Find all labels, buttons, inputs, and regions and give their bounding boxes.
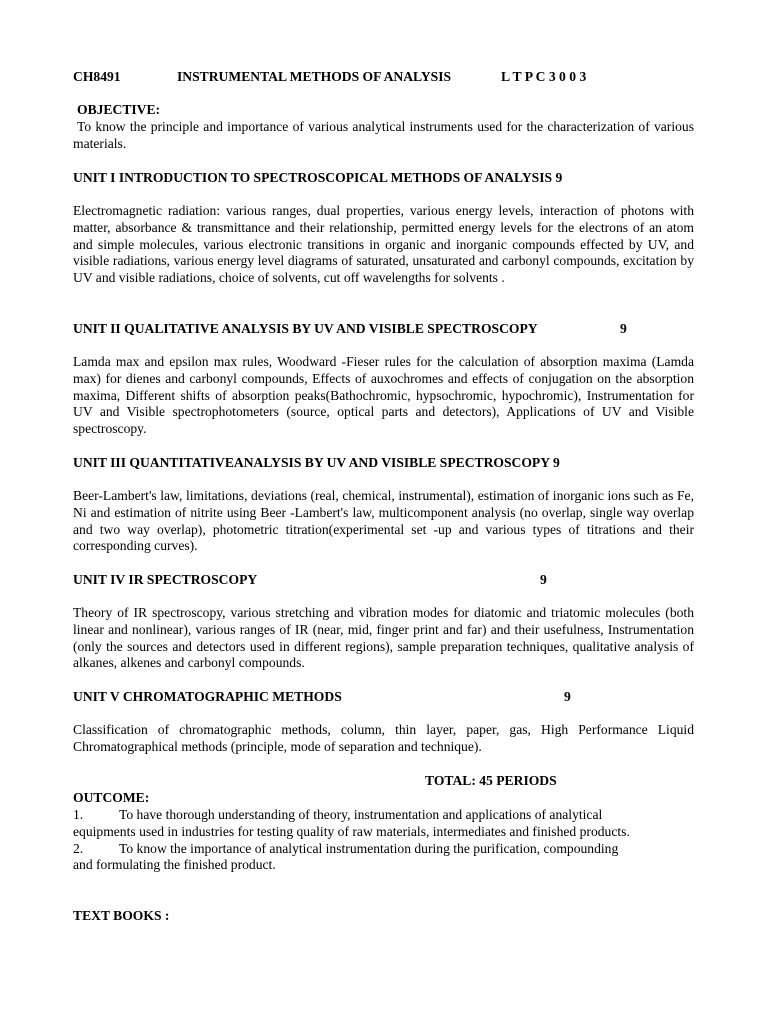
unit-5-hours: 9 [564,689,571,704]
outcome-heading: OUTCOME: [73,790,150,805]
course-code: CH8491 [73,69,121,84]
outcome-item-2 [73,841,694,875]
course-ltpc: L T P C 3 0 0 3 [501,69,587,84]
unit-5-body: Classification of chromatographic methods, column, thin layer, paper, gas, High Performance Liquid Chromatographical methods (principle, mode of separation and technique). [73,722,694,754]
outcome-item-1-rest: equipments used in industries for testing quality of raw materials, intermediates and finished products. [73,823,630,839]
unit-3-body: Beer-Lambert's law, limitations, deviations (real, chemical, instrumental), estimation of inorganic ions such as Fe, Ni and estimation of nitrite using Beer -Lambert's law, multicomponent analysis (no overlap, single way overlap and two way overlap), photometric titration(experimental set -up and various types of titrations and their corresponding curves). [73,488,694,554]
unit-4-body: Theory of IR spectroscopy, various stretching and vibration modes for diatomic and triatomic molecules (both linear and nonlinear), various ranges of IR (near, mid, finger print and far) and their usefulness, Instrumentation (only the sources and detectors used in different regions), sample preparation techniques, qualitative analysis of alkanes, alkenes and carbonyl compounds. [73,605,694,671]
course-title: INSTRUMENTAL METHODS OF ANALYSIS [177,69,452,84]
unit-3-heading [73,455,694,472]
unit-5-heading [73,689,694,706]
outcome-item-1-number: 1. [73,807,84,822]
unit-5-title: UNIT V CHROMATOGRAPHIC METHODS [73,689,342,704]
unit-4-hours: 9 [540,572,547,587]
unit-2-title: UNIT II QUALITATIVE ANALYSIS BY UV AND VISIBLE SPECTROSCOPY [73,321,538,336]
unit-2-hours: 9 [620,321,627,336]
outcome-item-2-number: 2. [73,840,84,856]
outcome-item-2-rest: and formulating the finished product. [73,857,276,873]
unit-3-hours: 9 [552,455,560,470]
unit-3-title: UNIT III QUANTITATIVEANALYSIS BY UV AND VISIBLE SPECTROSCOPY [73,455,550,470]
unit-2-body: Lamda max and epsilon max rules, Woodward -Fieser rules for the calculation of absorption maxima (Lamda max) for dienes and carbonyl compounds, Effects of auxochromes and effects of conjugation on the absorption maxima, Different shifts of absorption peaks(Bathochromic, hypsochromic, hypochromic), Instrumentation for UV and Visible spectrophotometers (source, optical parts and detectors), Applications of UV and Visible spectroscopy. [73,354,694,437]
outcome-item-2-lead: To know the importance of analytical instrumentation during the purification, compounding [119,840,619,856]
unit-1-title: UNIT I INTRODUCTION TO SPECTROSCOPICAL METHODS OF ANALYSIS [73,170,553,185]
unit-4-title: UNIT IV IR SPECTROSCOPY [73,572,258,587]
objective-text: To know the principle and importance of various analytical instruments used for the characterization of various materials. [73,119,694,151]
outcome-list [73,807,694,874]
unit-2-heading [73,321,694,338]
textbooks-heading: TEXT BOOKS : [73,908,170,923]
outcome-item-1 [73,807,694,841]
unit-1-body: Electromagnetic radiation: various ranges, dual properties, various energy levels, interaction of photons with matter, absorbance & transmittance and their relationship, permitted energy levels for the electrons of an atom and simple molecules, various electronic transitions in organic and inorganic compounds effected by UV, and visible radiations, various energy level diagrams of saturated, unsaturated and carbonyl compounds, excitation by UV and visible radiations, choice of solvents, cut off wavelengths for solvents . [73,203,694,286]
total-periods: TOTAL: 45 PERIODS [425,773,557,788]
unit-1-hours: 9 [555,170,563,185]
unit-4-heading [73,572,694,589]
objective-heading: OBJECTIVE: [77,102,161,117]
unit-1-heading [73,170,694,187]
outcome-item-1-lead: To have thorough understanding of theory, instrumentation and applications of analytical [119,807,603,822]
